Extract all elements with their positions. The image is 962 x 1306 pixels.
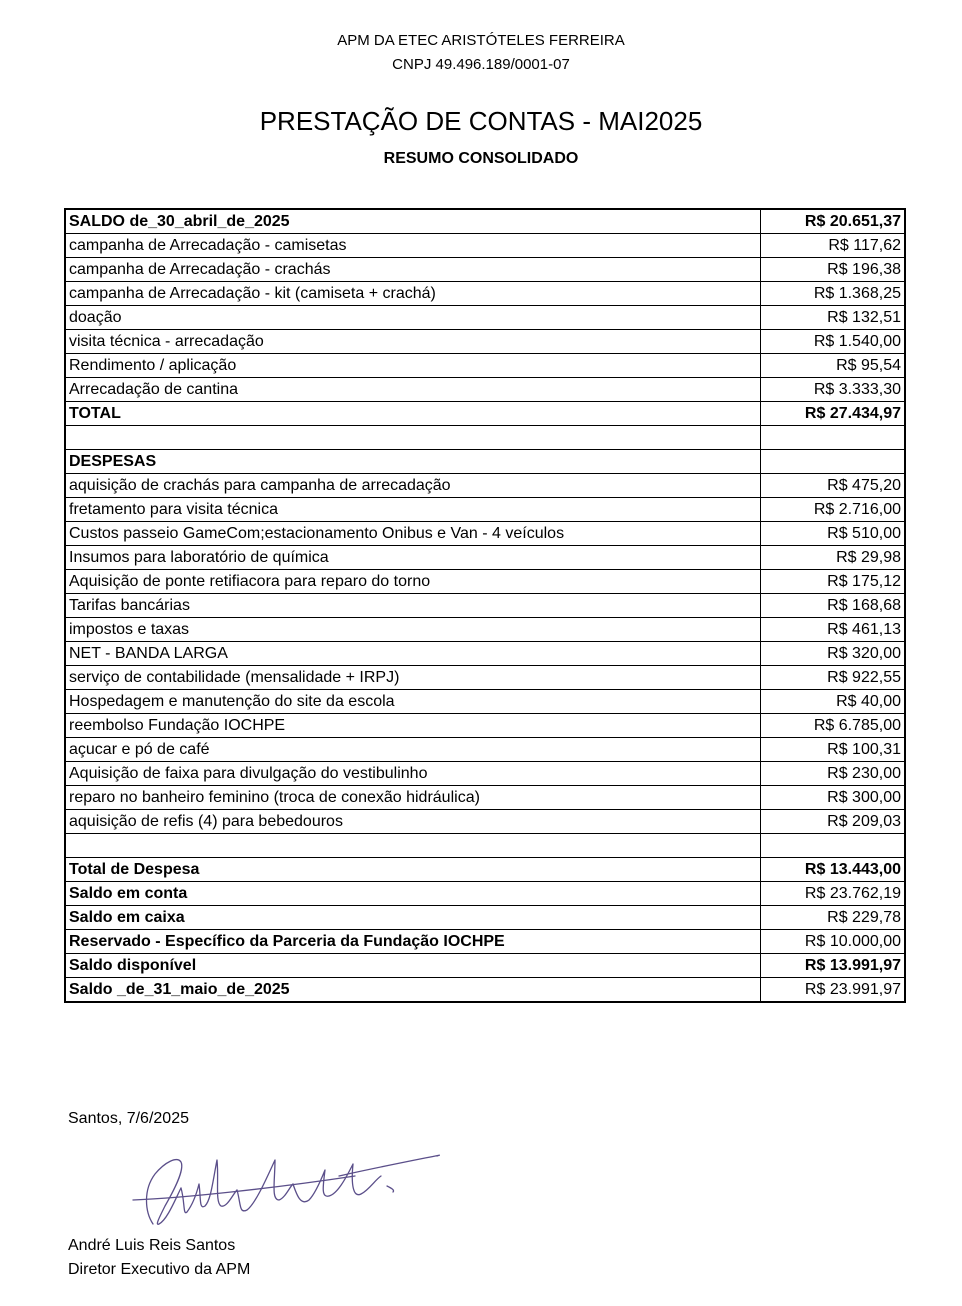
- row-amount: R$ 168,68: [760, 594, 905, 618]
- ledger-row: [65, 522, 905, 546]
- row-amount: R$ 175,12: [760, 570, 905, 594]
- row-description: Insumos para laboratório de química: [65, 546, 760, 570]
- row-description: Aquisição de faixa para divulgação do vestibulinho: [65, 762, 760, 786]
- signature: [125, 1140, 465, 1235]
- signer-role: Diretor Executivo da APM: [68, 1261, 251, 1278]
- ledger-row: [65, 402, 905, 426]
- document-header: [0, 29, 962, 170]
- row-amount: R$ 300,00: [760, 786, 905, 810]
- row-amount: R$ 23.991,97: [760, 978, 905, 1003]
- row-amount: R$ 1.368,25: [760, 282, 905, 306]
- ledger-row: [65, 450, 905, 474]
- ledger-row: [65, 234, 905, 258]
- row-description: reparo no banheiro feminino (troca de conexão hidráulica): [65, 786, 760, 810]
- ledger-row: [65, 786, 905, 810]
- ledger-row: [65, 954, 905, 978]
- row-description: Saldo disponível: [65, 954, 760, 978]
- row-amount: R$ 196,38: [760, 258, 905, 282]
- row-amount: [760, 834, 905, 858]
- ledger-row: [65, 642, 905, 666]
- org-name: APM DA ETEC ARISTÓTELES FERREIRA: [337, 32, 625, 49]
- row-description: [65, 426, 760, 450]
- row-description: Reservado - Específico da Parceria da Fundação IOCHPE: [65, 930, 760, 954]
- row-amount: R$ 209,03: [760, 810, 905, 834]
- ledger-row: [65, 618, 905, 642]
- row-description: açucar e pó de café: [65, 738, 760, 762]
- row-description: DESPESAS: [65, 450, 760, 474]
- row-amount: R$ 40,00: [760, 690, 905, 714]
- row-description: Total de Despesa: [65, 858, 760, 882]
- row-amount: R$ 13.991,97: [760, 954, 905, 978]
- ledger-row: [65, 882, 905, 906]
- row-description: Rendimento / aplicação: [65, 354, 760, 378]
- row-description: doação: [65, 306, 760, 330]
- row-amount: R$ 10.000,00: [760, 930, 905, 954]
- row-amount: R$ 2.716,00: [760, 498, 905, 522]
- row-amount: [760, 450, 905, 474]
- row-amount: R$ 132,51: [760, 306, 905, 330]
- page-subtitle: RESUMO CONSOLIDADO: [383, 150, 579, 167]
- row-amount: R$ 13.443,00: [760, 858, 905, 882]
- row-description: visita técnica - arrecadação: [65, 330, 760, 354]
- ledger-row: [65, 930, 905, 954]
- row-amount: R$ 3.333,30: [760, 378, 905, 402]
- row-amount: R$ 229,78: [760, 906, 905, 930]
- page-title: PRESTAÇÃO DE CONTAS - MAI2025: [259, 106, 703, 136]
- ledger-table: [64, 208, 906, 1003]
- ledger-row: [65, 306, 905, 330]
- row-description: TOTAL: [65, 402, 760, 426]
- ledger-row: [65, 354, 905, 378]
- row-description: serviço de contabilidade (mensalidade + IRPJ): [65, 666, 760, 690]
- row-description: Aquisição de ponte retifiacora para reparo do torno: [65, 570, 760, 594]
- row-description: Arrecadação de cantina: [65, 378, 760, 402]
- row-description: Tarifas bancárias: [65, 594, 760, 618]
- ledger-row: [65, 330, 905, 354]
- row-amount: R$ 100,31: [760, 738, 905, 762]
- row-description: campanha de Arrecadação - camisetas: [65, 234, 760, 258]
- row-amount: R$ 6.785,00: [760, 714, 905, 738]
- ledger-row: [65, 546, 905, 570]
- row-description: campanha de Arrecadação - kit (camiseta + crachá): [65, 282, 760, 306]
- row-amount: R$ 922,55: [760, 666, 905, 690]
- row-description: reembolso Fundação IOCHPE: [65, 714, 760, 738]
- row-description: Hospedagem e manutenção do site da escola: [65, 690, 760, 714]
- row-amount: R$ 1.540,00: [760, 330, 905, 354]
- ledger-row: [65, 498, 905, 522]
- row-description: SALDO de_30_abril_de_2025: [65, 209, 760, 234]
- row-description: Custos passeio GameCom;estacionamento Onibus e Van - 4 veículos: [65, 522, 760, 546]
- ledger-row: [65, 378, 905, 402]
- ledger-row: [65, 282, 905, 306]
- row-amount: R$ 29,98: [760, 546, 905, 570]
- ledger-row: [65, 258, 905, 282]
- signer-block: [68, 1234, 250, 1282]
- row-description: Saldo em conta: [65, 882, 760, 906]
- ledger-row: [65, 810, 905, 834]
- cnpj: CNPJ 49.496.189/0001-07: [392, 56, 570, 73]
- row-amount: R$ 117,62: [760, 234, 905, 258]
- ledger-row: [65, 474, 905, 498]
- row-amount: R$ 320,00: [760, 642, 905, 666]
- ledger-row: [65, 690, 905, 714]
- row-description: Saldo em caixa: [65, 906, 760, 930]
- row-amount: R$ 230,00: [760, 762, 905, 786]
- ledger-row: [65, 714, 905, 738]
- ledger-row: [65, 906, 905, 930]
- ledger-row: [65, 666, 905, 690]
- row-description: [65, 834, 760, 858]
- ledger-row: [65, 426, 905, 450]
- row-description: campanha de Arrecadação - crachás: [65, 258, 760, 282]
- ledger-row: [65, 858, 905, 882]
- signer-name: André Luis Reis Santos: [68, 1237, 236, 1254]
- row-amount: R$ 20.651,37: [760, 209, 905, 234]
- ledger-row: [65, 738, 905, 762]
- row-amount: R$ 23.762,19: [760, 882, 905, 906]
- row-amount: R$ 27.434,97: [760, 402, 905, 426]
- row-amount: R$ 461,13: [760, 618, 905, 642]
- row-amount: R$ 510,00: [760, 522, 905, 546]
- ledger-row: [65, 570, 905, 594]
- ledger-body: [65, 209, 905, 1002]
- row-description: fretamento para visita técnica: [65, 498, 760, 522]
- row-description: NET - BANDA LARGA: [65, 642, 760, 666]
- ledger-row: [65, 594, 905, 618]
- row-description: impostos e taxas: [65, 618, 760, 642]
- row-amount: R$ 95,54: [760, 354, 905, 378]
- place-date: Santos, 7/6/2025: [68, 1110, 189, 1127]
- row-description: aquisição de refis (4) para bebedouros: [65, 810, 760, 834]
- row-description: Saldo _de_31_maio_de_2025: [65, 978, 760, 1003]
- ledger-row: [65, 978, 905, 1003]
- ledger-row: [65, 209, 905, 234]
- ledger-row: [65, 834, 905, 858]
- row-amount: R$ 475,20: [760, 474, 905, 498]
- ledger-row: [65, 762, 905, 786]
- row-amount: [760, 426, 905, 450]
- row-description: aquisição de crachás para campanha de arrecadação: [65, 474, 760, 498]
